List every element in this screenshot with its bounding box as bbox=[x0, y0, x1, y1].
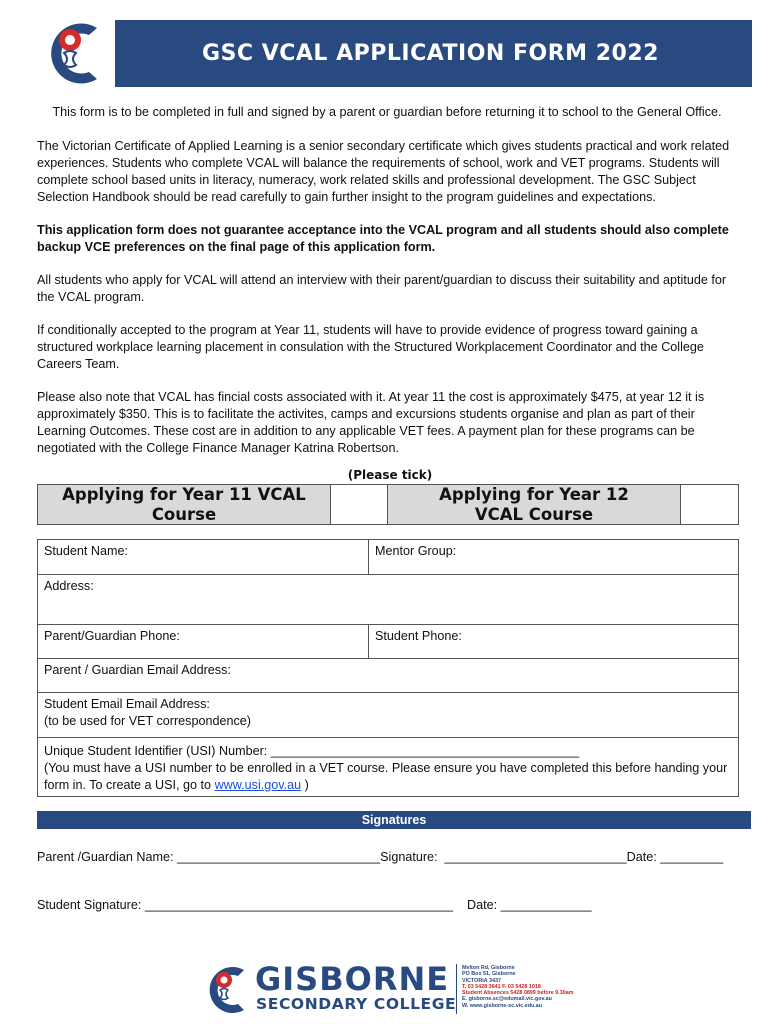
header bbox=[37, 20, 752, 87]
usi-label: Unique Student Identifier (USI) Number: ____________________________________________ bbox=[44, 744, 579, 758]
student-phone-field[interactable]: Student Phone: bbox=[368, 625, 738, 658]
contact-line: PO Box 51, Gisborne bbox=[462, 971, 516, 978]
form-row bbox=[38, 659, 738, 693]
usi-field[interactable] bbox=[38, 738, 738, 796]
contact-line: Student Absences 5428 0899 before 9.30am bbox=[462, 990, 574, 997]
student-details-form bbox=[37, 539, 739, 797]
usi-note-close: ) bbox=[301, 778, 309, 792]
school-logo-icon bbox=[37, 20, 115, 87]
contact-line: VICTORIA 3437 bbox=[462, 977, 501, 984]
year11-label: Applying for Year 11 VCAL Course bbox=[38, 485, 330, 524]
page-title: GSC VCAL APPLICATION FORM 2022 bbox=[202, 41, 659, 66]
address-field[interactable]: Address: bbox=[44, 579, 94, 593]
contact-line: E. gisborne.sc@edumail.vic.gov.au bbox=[462, 996, 552, 1003]
paragraph-costs: Please also note that VCAL has fincial costs associated with it. At year 11 the cost is approximately $475, at year 12 it is approximately $350. This is to facilitate the activites, camps and excursions students organise and plan as part of their Learning Outcomes. These cost are in addition to any applicable VET fees. A payment plan for these programs can be negotiated with the College Finance Manager Katrina Robertson. bbox=[37, 390, 705, 455]
contact-line: Melton Rd, Gisborne bbox=[462, 965, 515, 971]
parent-email-field[interactable]: Parent / Guardian Email Address: bbox=[44, 663, 231, 677]
student-name-field[interactable]: Student Name: bbox=[44, 544, 129, 558]
intro-text: This form is to be completed in full and signed by a parent or guardian before returning it to school to the General Office. bbox=[52, 105, 722, 119]
footer bbox=[200, 962, 600, 1017]
form-row bbox=[38, 625, 738, 659]
footer-divider bbox=[456, 964, 457, 1014]
parent-phone-field[interactable]: Parent/Guardian Phone: bbox=[44, 629, 180, 643]
form-row bbox=[38, 693, 738, 738]
year11-tick-box[interactable] bbox=[331, 485, 387, 524]
parent-signature-line[interactable]: Parent /Guardian Name: _____________________________Signature: __________________________Date: _________ bbox=[37, 850, 724, 864]
signatures-heading: Signatures bbox=[37, 811, 751, 829]
school-logo-icon bbox=[200, 964, 256, 1016]
paragraph-acceptance-notice: This application form does not guarantee acceptance into the VCAL program and all students should also complete backup VCE preferences on the final page of this application form. bbox=[37, 223, 729, 254]
paragraph-interview: All students who apply for VCAL will attend an interview with their parent/guardian to discuss their suitability and aptitude for the VCAL program. bbox=[37, 273, 727, 304]
paragraph-workplace: If conditionally accepted to the program at Year 11, students will have to provide evidence of progress toward gaining a structured workplace learning placement in consulation with the Structured Workplacement Coordinator and the College Careers Team. bbox=[37, 323, 704, 371]
please-tick-label: (Please tick) bbox=[347, 468, 433, 482]
form-row bbox=[38, 540, 738, 575]
student-email-label: Student Email Email Address: bbox=[44, 697, 210, 711]
year12-label: Applying for Year 12 VCAL Course bbox=[388, 485, 680, 524]
student-email-note: (to be used for VET correspondence) bbox=[44, 714, 251, 728]
contact-line: T. 03 5428 3641 F. 03 5428 1018 bbox=[462, 983, 541, 990]
student-signature-line[interactable]: Student Signature: ____________________________________________ Date: _____________ bbox=[37, 898, 592, 912]
paragraph-vcal-description: The Victorian Certificate of Applied Learning is a senior secondary certificate which gives students practical and work related experiences. Students who complete VCAL will balance the requirements of school, work and VET programs. Students will complete school based units in literacy, numeracy, work related skills and professional development. The GSC Subject Selection Handbook should be read carefully to gain further insight to the program guidelines and expectations. bbox=[37, 139, 730, 204]
form-row bbox=[38, 575, 738, 625]
footer-school-name: GISBORNE bbox=[255, 960, 450, 998]
usi-note-text: (You must have a USI number to be enrolled in a VET course. Please ensure you have completed this before handing your form in. To create a USI, go to bbox=[44, 761, 728, 792]
usi-link[interactable]: www.usi.gov.au bbox=[214, 778, 302, 792]
form-row bbox=[38, 738, 738, 796]
footer-school-subtitle: SECONDARY COLLEGE bbox=[256, 995, 457, 1013]
mentor-group-field[interactable]: Mentor Group: bbox=[368, 540, 738, 574]
student-email-field[interactable] bbox=[38, 693, 738, 737]
year12-tick-box[interactable] bbox=[681, 485, 738, 524]
course-selection bbox=[37, 484, 739, 525]
contact-line: W. www.gisborne-sc.vic.edu.au bbox=[462, 1002, 543, 1009]
usi-note bbox=[44, 760, 738, 794]
footer-contact bbox=[462, 965, 574, 1009]
